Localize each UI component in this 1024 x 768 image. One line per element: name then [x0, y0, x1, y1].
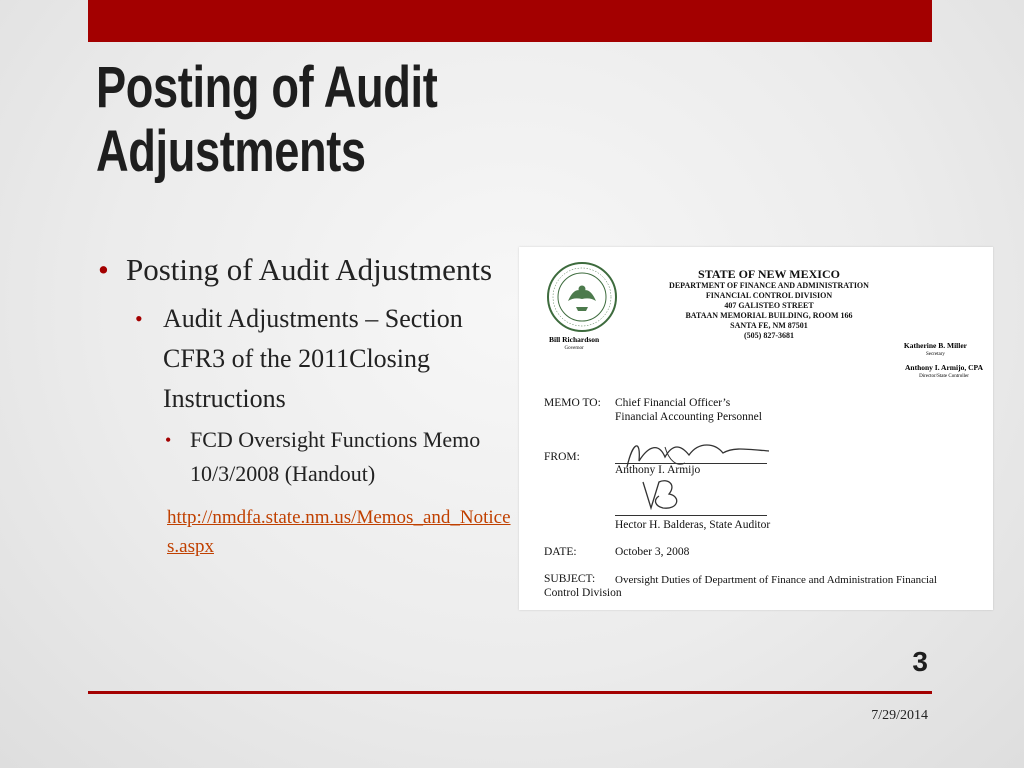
secretary-name: Katherine B. Miller [903, 341, 967, 350]
memo-building: BATAAN MEMORIAL BUILDING, ROOM 166 [685, 311, 853, 320]
director-title: Director/State Controller [919, 374, 969, 379]
title-line-2: Adjustments [96, 119, 366, 184]
slide-title [96, 56, 533, 184]
bullet-level-3 [165, 423, 513, 491]
memo-dept: DEPARTMENT OF FINANCE AND ADMINISTRATION [669, 281, 869, 290]
memo-letterhead [639, 267, 899, 341]
memo-to-line-2: Financial Accounting Personnel [615, 411, 762, 423]
memo-city: SANTA FE, NM 87501 [730, 321, 808, 330]
bullet-level-2-text: Audit Adjustments – Section CFR3 of the 2011Closing Instructions [163, 304, 463, 413]
subject-label: SUBJECT: [544, 573, 596, 585]
secretary-title: Secretary [926, 352, 945, 357]
memo-phone: (505) 827-3681 [744, 331, 794, 340]
bullet-level-2 [135, 299, 513, 419]
signature-line [615, 515, 767, 516]
slide-date: 7/29/2014 [871, 708, 928, 723]
memos-link[interactable]: http://nmdfa.state.nm.us/Memos_and_Notices.aspx [167, 507, 511, 557]
top-accent-bar [88, 0, 932, 42]
date-value: October 3, 2008 [615, 546, 690, 558]
title-line-1: Posting of Audit [96, 55, 438, 120]
memo-to-label: MEMO TO: [544, 397, 601, 409]
memo-state-name: STATE OF NEW MEXICO [698, 267, 840, 281]
subject-line-1: Oversight Duties of Department of Finance and Administration Financial [615, 574, 937, 586]
governor-title: Governor [564, 346, 584, 351]
subject-line-2: Control Division [544, 587, 622, 599]
bullet-list [98, 250, 513, 561]
date-label: DATE: [544, 546, 577, 558]
memo-image [519, 247, 993, 610]
bottom-divider [88, 691, 932, 694]
bullet-dot-icon: • [165, 430, 172, 450]
bullet-level-1-text: Posting of Audit Adjustments [126, 252, 493, 287]
memo-governor [549, 335, 599, 353]
from-label: FROM: [544, 451, 580, 463]
memo-to-line-1: Chief Financial Officer’s [615, 397, 731, 409]
bullet-dot-icon: • [98, 252, 109, 287]
from-name-2: Hector H. Balderas, State Auditor [615, 519, 771, 531]
bullet-dot-icon: • [135, 306, 143, 331]
governor-name: Bill Richardson [549, 335, 600, 344]
bullet-level-3-text: FCD Oversight Functions Memo 10/3/2008 (Handout) [190, 427, 481, 486]
memo-street: 407 GALISTEO STREET [724, 301, 814, 310]
signature-balderas-icon [637, 476, 697, 516]
bullet-level-1 [98, 250, 513, 289]
slide-number: 3 [912, 646, 928, 677]
from-name-1: Anthony I. Armijo [615, 464, 701, 476]
state-seal-icon [546, 261, 618, 333]
memo-secretary [904, 341, 967, 359]
director-name: Anthony I. Armijo, CPA [905, 363, 983, 372]
memo-director [905, 363, 983, 381]
memo-division: FINANCIAL CONTROL DIVISION [705, 291, 833, 300]
